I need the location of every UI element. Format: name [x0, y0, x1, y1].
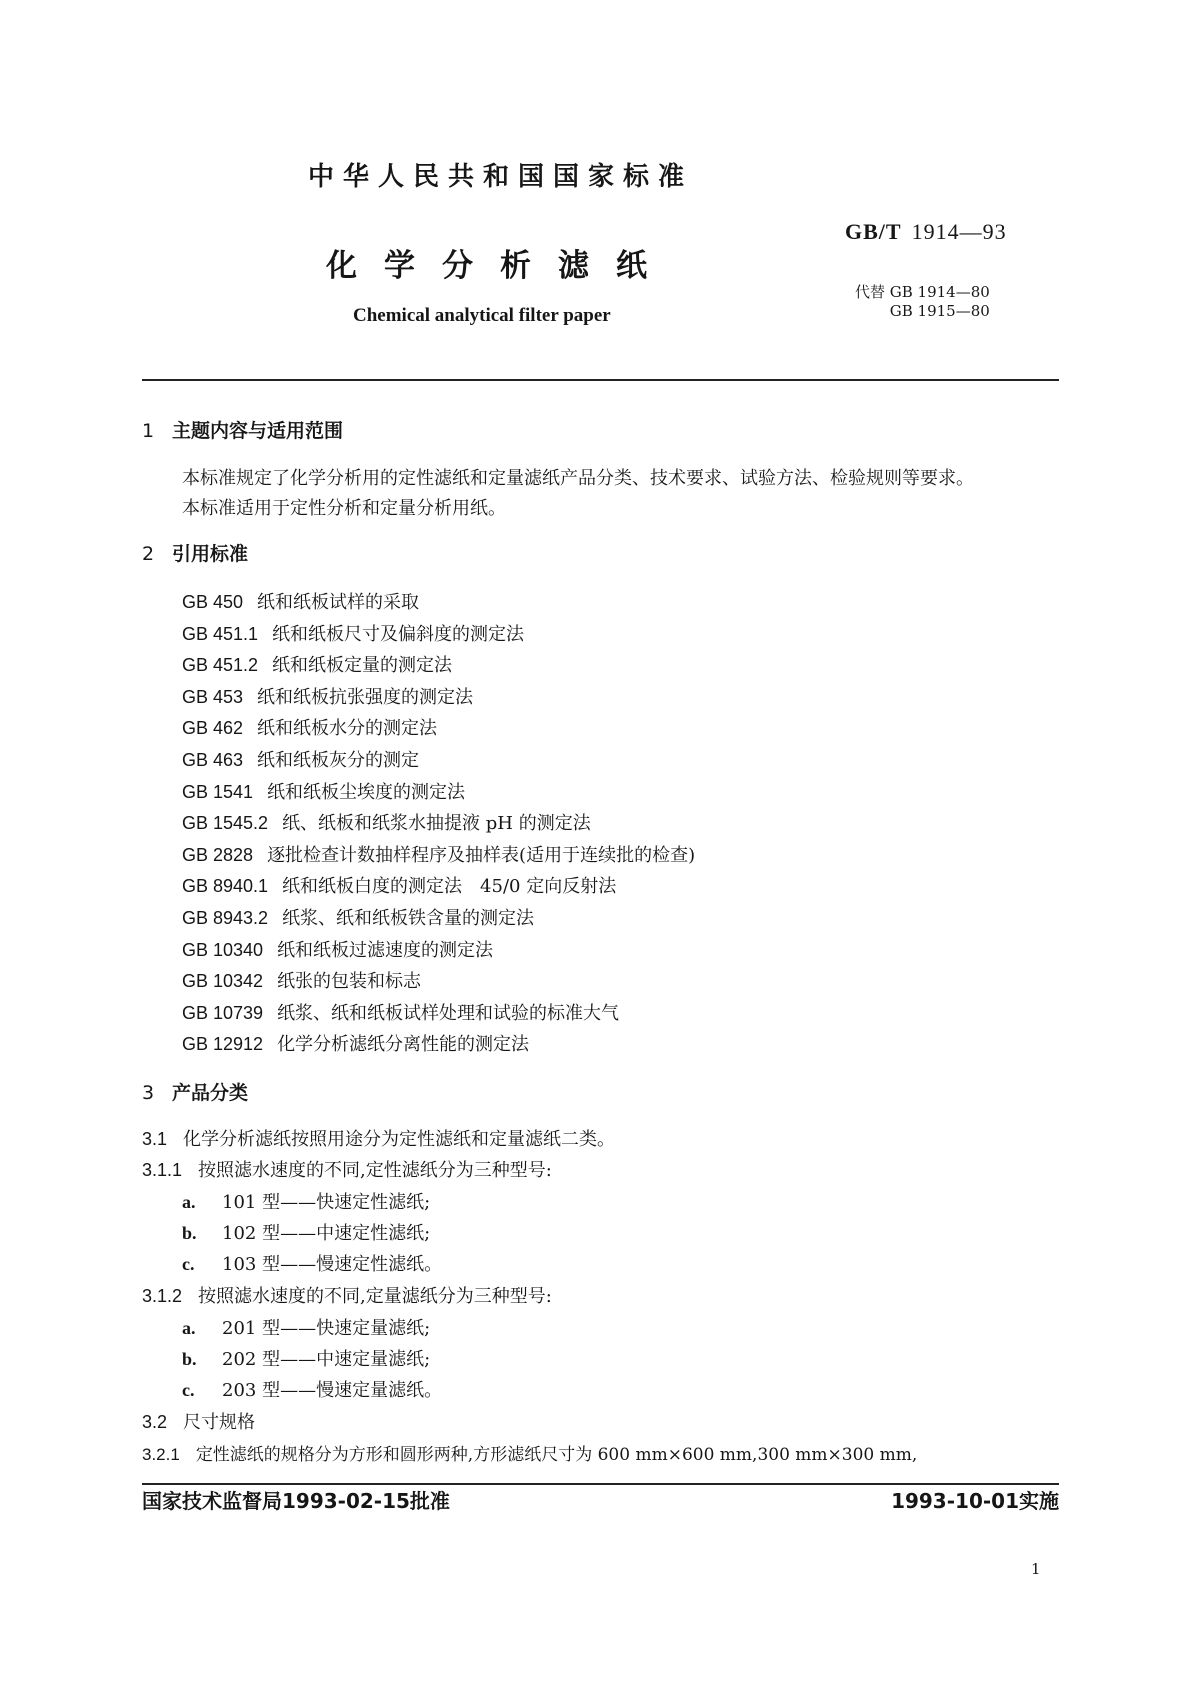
reference-code: GB 1541 [182, 781, 254, 802]
reference-code: GB 10739 [182, 1002, 264, 1023]
reference-item [182, 871, 695, 903]
standard-number [845, 219, 1007, 245]
section-heading [142, 539, 248, 566]
reference-title: 纸和纸板尘埃度的测定法 [267, 781, 466, 803]
reference-code: GB 453 [182, 686, 244, 707]
reference-title: 化学分析滤纸分离性能的测定法 [277, 1034, 530, 1056]
reference-item [182, 966, 695, 998]
reference-title: 纸和纸板过滤速度的测定法 [277, 939, 494, 961]
list-text: 201 型——快速定量滤纸; [222, 1318, 431, 1339]
reference-title: 纸和纸板定量的测定法 [272, 655, 453, 677]
standard-number-prefix: GB/T [845, 219, 902, 244]
list-text: 103 型——慢速定性滤纸。 [222, 1254, 443, 1275]
document-title-english: Chemical analytical filter paper [353, 305, 611, 326]
clause-text: 定性滤纸的规格分为方形和圆形两种,方形滤纸尺寸为 600 mm×600 mm,300 mm×300 mm, [195, 1445, 918, 1465]
reference-code: GB 12912 [182, 1034, 264, 1055]
clause [142, 1156, 552, 1182]
reference-item [182, 808, 695, 840]
approval-statement: 国家技术监督局1993-02-15批准 [142, 1489, 450, 1513]
reference-item [182, 587, 695, 619]
reference-title: 纸和纸板尺寸及偏斜度的测定法 [272, 623, 525, 645]
clause [142, 1440, 917, 1465]
reference-code: GB 10340 [182, 939, 264, 960]
list-item [182, 1219, 430, 1245]
national-standard-label: 中华人民共和国国家标准 [308, 162, 694, 192]
clause [142, 1125, 615, 1151]
reference-item [182, 903, 695, 935]
clause-text: 按照滤水速度的不同,定量滤纸分为三种型号: [198, 1286, 552, 1307]
section-title: 主题内容与适用范围 [172, 420, 344, 442]
section-number: 3 [142, 1082, 155, 1104]
reference-title: 逐批检查计数抽样程序及抽样表(适用于连续批的检查) [267, 844, 696, 866]
section-heading [142, 416, 343, 443]
reference-item [182, 682, 695, 714]
reference-item [182, 745, 695, 777]
clause-number: 3.2.1 [142, 1445, 180, 1464]
reference-title: 纸和纸板抗张强度的测定法 [257, 686, 474, 708]
list-letter: a. [182, 1192, 196, 1212]
reference-item [182, 998, 695, 1030]
reference-code: GB 462 [182, 718, 244, 739]
paragraph: 本标准适用于定性分析和定量分析用纸。 [182, 498, 506, 519]
reference-item [182, 650, 695, 682]
paragraph: 本标准规定了化学分析用的定性滤纸和定量滤纸产品分类、技术要求、试验方法、检验规则等要求。 [182, 468, 974, 489]
reference-item [182, 619, 695, 651]
section-number: 2 [142, 543, 155, 565]
reference-code: GB 463 [182, 749, 244, 770]
reference-code: GB 451.1 [182, 623, 259, 644]
clause-text: 尺寸规格 [183, 1412, 256, 1433]
reference-title: 纸和纸板灰分的测定 [257, 749, 420, 771]
reference-code: GB 8940.1 [182, 876, 269, 897]
reference-title: 纸浆、纸和纸板试样处理和试验的标准大气 [277, 1002, 620, 1024]
clause-number: 3.1.1 [142, 1160, 183, 1180]
reference-title: 纸和纸板白度的测定法 45/0 定向反射法 [282, 876, 617, 898]
replaces-line: 代替 GB 1914—80 [855, 283, 990, 301]
reference-list [182, 587, 695, 1061]
clause-number: 3.1.2 [142, 1286, 183, 1306]
list-item [182, 1314, 430, 1340]
section-heading [142, 1078, 248, 1105]
reference-title: 纸和纸板试样的采取 [257, 592, 420, 613]
section-title: 产品分类 [172, 1082, 249, 1104]
list-text: 102 型——中速定性滤纸; [222, 1223, 431, 1244]
section-number: 1 [142, 420, 155, 442]
reference-code: GB 451.2 [182, 655, 259, 676]
clause-text: 按照滤水速度的不同,定性滤纸分为三种型号: [198, 1160, 552, 1181]
clause-number: 3.2 [142, 1412, 168, 1432]
list-letter: c. [182, 1254, 195, 1274]
list-letter: c. [182, 1380, 195, 1400]
replaces-line: GB 1915—80 [889, 302, 990, 320]
reference-code: GB 450 [182, 592, 244, 612]
page-number: 1 [1031, 1560, 1041, 1578]
list-text: 203 型——慢速定量滤纸。 [222, 1380, 443, 1401]
list-item [182, 1345, 430, 1371]
standard-number-value: 1914—93 [911, 219, 1007, 244]
reference-item [182, 935, 695, 967]
header-divider [142, 379, 1059, 381]
reference-item [182, 840, 695, 872]
reference-item [182, 777, 695, 809]
reference-title: 纸和纸板水分的测定法 [257, 718, 438, 740]
clause [142, 1408, 255, 1434]
replaces-block [855, 283, 990, 321]
list-letter: b. [182, 1349, 197, 1369]
reference-code: GB 8943.2 [182, 907, 269, 928]
reference-title: 纸浆、纸和纸板铁含量的测定法 [282, 907, 535, 929]
clause [142, 1282, 552, 1308]
reference-item [182, 713, 695, 745]
list-text: 101 型——快速定性滤纸; [222, 1192, 431, 1213]
reference-title: 纸、纸板和纸浆水抽提液 pH 的测定法 [282, 813, 591, 835]
reference-code: GB 10342 [182, 971, 264, 992]
list-letter: a. [182, 1318, 196, 1338]
implementation-date: 1993-10-01实施 [891, 1489, 1059, 1513]
clause-text: 化学分析滤纸按照用途分为定性滤纸和定量滤纸二类。 [183, 1129, 616, 1150]
section-title: 引用标准 [172, 543, 249, 565]
document-title: 化学分析滤纸 [326, 248, 674, 284]
list-text: 202 型——中速定量滤纸; [222, 1349, 431, 1370]
list-item [182, 1188, 430, 1214]
reference-code: GB 2828 [182, 844, 254, 865]
reference-item [182, 1029, 695, 1061]
reference-title: 纸张的包装和标志 [277, 971, 422, 993]
clause-number: 3.1 [142, 1129, 168, 1149]
list-item [182, 1250, 442, 1276]
reference-code: GB 1545.2 [182, 813, 269, 834]
list-item [182, 1376, 442, 1402]
list-letter: b. [182, 1223, 197, 1243]
